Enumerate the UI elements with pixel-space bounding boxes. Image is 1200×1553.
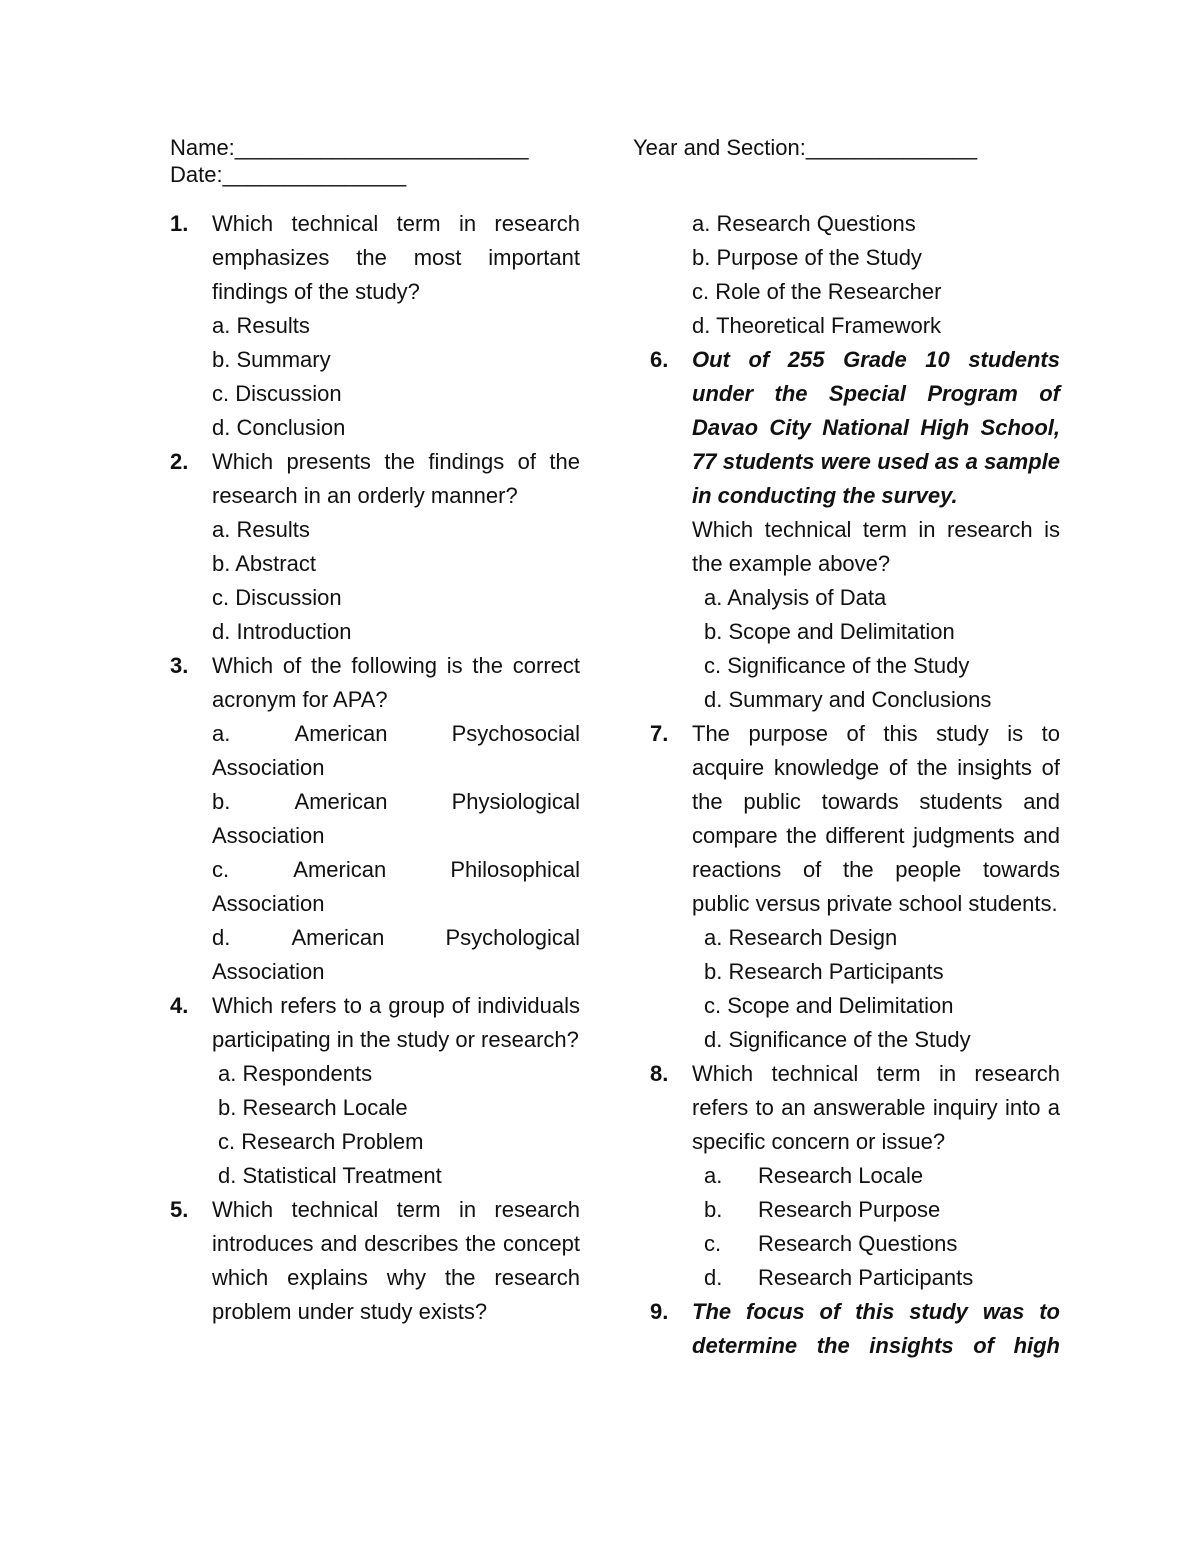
year-section-field-label: Year and Section:______________ bbox=[633, 135, 978, 160]
option-word: American bbox=[293, 857, 387, 882]
option-kind: Philosophical bbox=[450, 857, 580, 882]
option-label: Research Questions bbox=[758, 1231, 958, 1256]
option-b: b. Research Participants bbox=[704, 959, 944, 984]
option-c bbox=[212, 853, 580, 921]
option-letter: b. bbox=[704, 1197, 723, 1222]
option-kind: Psychosocial bbox=[451, 721, 580, 746]
option-a: a. Results bbox=[212, 313, 310, 338]
option-d: d. Theoretical Framework bbox=[692, 313, 942, 338]
option-b bbox=[692, 1193, 1060, 1227]
date-field-label: Date:_______________ bbox=[170, 162, 407, 187]
question-4 bbox=[170, 989, 580, 1193]
option-a bbox=[692, 1159, 1060, 1193]
option-d: d. Statistical Treatment bbox=[218, 1163, 442, 1188]
question-text: Which technical term in research emphasizes the most important findings of the study? bbox=[212, 211, 580, 304]
option-word: American bbox=[294, 789, 388, 814]
option-b: b. Purpose of the Study bbox=[692, 245, 922, 270]
question-9 bbox=[650, 1295, 1060, 1363]
right-column bbox=[650, 207, 1060, 1363]
question-number: 1. bbox=[170, 211, 189, 236]
question-7 bbox=[650, 717, 1060, 1057]
question-text: Which technical term in research is the example above? bbox=[692, 517, 1060, 576]
option-c: c. Research Problem bbox=[218, 1129, 424, 1154]
question-text: Which technical term in research refers to an answerable inquiry into a specific concern or issue? bbox=[692, 1061, 1060, 1154]
option-d: d. Significance of the Study bbox=[704, 1027, 971, 1052]
question-text: Which refers to a group of individuals participating in the study or research? bbox=[212, 993, 580, 1052]
option-a: a. Analysis of Data bbox=[704, 585, 887, 610]
option-tail: Association bbox=[212, 823, 325, 848]
option-kind: Physiological bbox=[451, 789, 580, 814]
option-a bbox=[212, 717, 580, 785]
question-text: Which presents the findings of the research in an orderly manner? bbox=[212, 449, 580, 508]
question-6 bbox=[650, 343, 1060, 717]
option-tail: Association bbox=[212, 755, 325, 780]
question-number: 7. bbox=[650, 721, 669, 746]
option-kind: Psychological bbox=[445, 925, 580, 950]
option-d: d. Conclusion bbox=[212, 415, 346, 440]
option-a: a. Results bbox=[212, 517, 310, 542]
question-3 bbox=[170, 649, 580, 989]
option-b bbox=[212, 785, 580, 853]
option-letter: d. bbox=[704, 1265, 723, 1290]
option-letter: b. bbox=[212, 789, 231, 814]
option-letter: c. bbox=[704, 1231, 722, 1256]
question-2 bbox=[170, 445, 580, 649]
option-label: Research Locale bbox=[758, 1163, 924, 1188]
option-a: a. Respondents bbox=[218, 1061, 373, 1086]
question-number: 3. bbox=[170, 653, 189, 678]
question-5 bbox=[170, 1193, 580, 1329]
option-word: American bbox=[294, 721, 388, 746]
question-1 bbox=[170, 207, 580, 445]
option-letter: d. bbox=[212, 925, 231, 950]
option-d bbox=[692, 1261, 1060, 1295]
option-label: Research Purpose bbox=[758, 1197, 941, 1222]
option-b: b. Scope and Delimitation bbox=[704, 619, 955, 644]
option-b: b. Abstract bbox=[212, 551, 316, 576]
option-letter: a. bbox=[704, 1163, 723, 1188]
option-c: c. Significance of the Study bbox=[704, 653, 970, 678]
option-label: Research Participants bbox=[758, 1265, 974, 1290]
option-b: b. Summary bbox=[212, 347, 331, 372]
option-c: c. Role of the Researcher bbox=[692, 279, 942, 304]
option-c: c. Discussion bbox=[212, 381, 342, 406]
option-c bbox=[692, 1227, 1060, 1261]
question-text: The purpose of this study is to acquire knowledge of the insights of the public towards students and compare the different judgments and reactions of the people towards public versus private school students. bbox=[692, 721, 1060, 916]
question-scenario: Out of 255 Grade 10 students under the Special Program of Davao City National High School, 77 students were used as a sample in conducting the survey. bbox=[692, 347, 1060, 508]
option-b: b. Research Locale bbox=[218, 1095, 408, 1120]
question-number: 9. bbox=[650, 1299, 669, 1324]
option-c: c. Scope and Delimitation bbox=[704, 993, 954, 1018]
question-number: 8. bbox=[650, 1061, 669, 1086]
question-number: 2. bbox=[170, 449, 189, 474]
option-letter: c. bbox=[212, 857, 230, 882]
question-text: Which of the following is the correct acronym for APA? bbox=[212, 653, 580, 712]
question-number: 4. bbox=[170, 993, 189, 1018]
question-8 bbox=[650, 1057, 1060, 1295]
option-letter: a. bbox=[212, 721, 231, 746]
question-text: Which technical term in research introduces and describes the concept which explains why the research problem under study exists? bbox=[212, 1197, 580, 1324]
question-number: 5. bbox=[170, 1197, 189, 1222]
question-number: 6. bbox=[650, 347, 669, 372]
option-c: c. Discussion bbox=[212, 585, 342, 610]
name-field-label: Name:________________________ bbox=[170, 135, 529, 160]
question-scenario-line: The focus of this study was to bbox=[692, 1299, 1060, 1324]
option-d bbox=[212, 921, 580, 989]
question-5-options bbox=[650, 207, 1060, 343]
option-d: d. Introduction bbox=[212, 619, 352, 644]
option-word: American bbox=[291, 925, 385, 950]
option-a: a. Research Questions bbox=[692, 211, 916, 236]
left-column bbox=[170, 207, 580, 1329]
option-tail: Association bbox=[212, 891, 325, 916]
option-d: d. Summary and Conclusions bbox=[704, 687, 992, 712]
question-scenario-line: determine the insights of high bbox=[692, 1333, 1060, 1358]
option-a: a. Research Design bbox=[704, 925, 898, 950]
option-tail: Association bbox=[212, 959, 325, 984]
